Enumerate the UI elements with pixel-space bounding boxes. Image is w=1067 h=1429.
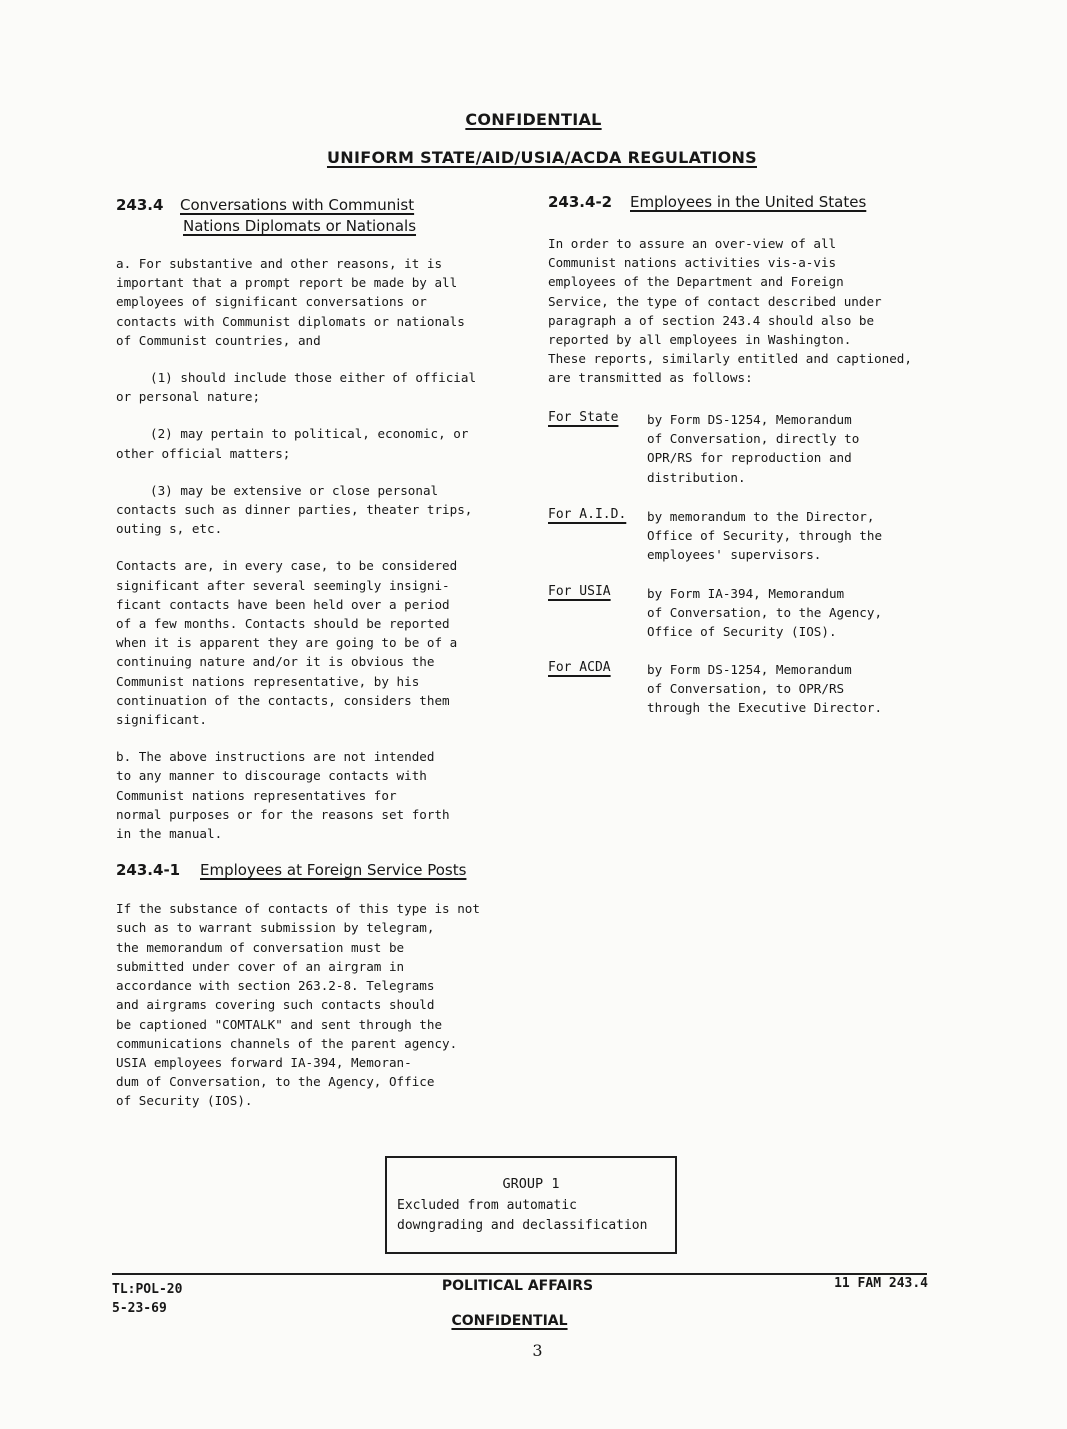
entry-label: For A.I.D. <box>548 507 627 522</box>
section-title: Employees at Foreign Service Posts <box>200 861 467 880</box>
entry-text: by Form IA-394, Memorandum of Conversation, to the Agency, Office of Security (IOS). <box>647 586 883 640</box>
section-number: 243.4-1 <box>116 861 181 880</box>
left-column <box>116 196 536 1111</box>
regulations-subtitle: UNIFORM STATE/AID/USIA/ACDA REGULATIONS <box>326 148 757 167</box>
section-number: 243.4-2 <box>548 193 613 211</box>
entry-text: by Form DS-1254, Memorandum of Conversation, directly to OPR/RS for reproduction and distribution. <box>647 412 860 485</box>
paragraph-contacts: Contacts are, in every case, to be considered significant after several seemingly insigni- ficant contacts have been held over a period of a few months. Contacts should be reported when it is apparent they are going to be of a continuing nature and/or it is obvious the Communist nations representative, by his continuation of the contacts, considers them significant. <box>116 558 458 728</box>
paragraph-a: a. For substantive and other reasons, it is important that a prompt report be made by all employees of significant conversations or contacts with Communist diplomats or nationals of Communist countries, and <box>116 256 465 348</box>
paragraph-intro: In order to assure an over-view of all Communist nations activities vis-a-vis employees of the Department and Foreign Service, the type of contact described under paragraph a of section 243.4 should also be reported by all employees in Washington. These reports, similarly entitled and captioned, are transmitted as follows: <box>548 236 912 386</box>
paragraph-foreign-posts: If the substance of contacts of this type is not such as to warrant submission by telegram, the memorandum of conversation must be submitted under cover of an airgram in accordance with section 263.2-8. Telegrams and airgrams covering such contacts should be captioned "COMTALK" and sent through the communications channels of the parent agency. USIA employees forward IA-394, Memoran- dum of Conversation, to the Agency, Office of Security (IOS). <box>116 901 480 1109</box>
footer-rule <box>112 1273 927 1275</box>
section-number: 243.4 <box>116 196 164 214</box>
paragraph-b: b. The above instructions are not intended to any manner to discourage contacts with Communist nations representatives for normal purposes or for the reasons set forth in the manual. <box>116 749 450 842</box>
section-243-4-1-heading <box>116 861 536 885</box>
list-item-1: (1) should include those either of official or personal nature; <box>116 370 477 405</box>
entry-text: by memorandum to the Director, Office of Security, through the employees' supervisors. <box>647 509 883 563</box>
entry-text: by Form DS-1254, Memorandum of Conversation, to OPR/RS through the Executive Director. <box>647 662 883 716</box>
classification-bottom: CONFIDENTIAL <box>451 1313 568 1329</box>
entry-label: For USIA <box>548 584 611 599</box>
group-title: GROUP 1 <box>502 1176 560 1192</box>
page-number: 3 <box>532 1341 543 1360</box>
classification-top: CONFIDENTIAL <box>465 110 602 129</box>
list-item-2: (2) may pertain to political, economic, or other official matters; <box>116 426 469 461</box>
footer-date: 5-23-69 <box>112 1301 167 1316</box>
section-243-4-heading <box>116 196 536 242</box>
transmittal-letter: TL:POL-20 <box>112 1282 183 1297</box>
section-title: Employees in the United States <box>630 193 867 211</box>
group-line-2: downgrading and declassification <box>397 1218 648 1233</box>
section-243-4-2-heading <box>548 193 968 223</box>
section-title-line2: Nations Diplomats or Nationals <box>183 217 417 235</box>
group-classification-box <box>385 1156 677 1254</box>
footer-title: POLITICAL AFFAIRS <box>441 1278 594 1294</box>
group-line-1: Excluded from automatic <box>397 1198 578 1213</box>
list-item-3: (3) may be extensive or close personal contacts such as dinner parties, theater trips, outing s, etc. <box>116 482 473 537</box>
footer-reference: 11 FAM 243.4 <box>834 1276 928 1291</box>
entry-label: For State <box>548 410 619 425</box>
section-title-line1: Conversations with Communist <box>180 196 415 214</box>
entry-label: For ACDA <box>548 660 611 675</box>
